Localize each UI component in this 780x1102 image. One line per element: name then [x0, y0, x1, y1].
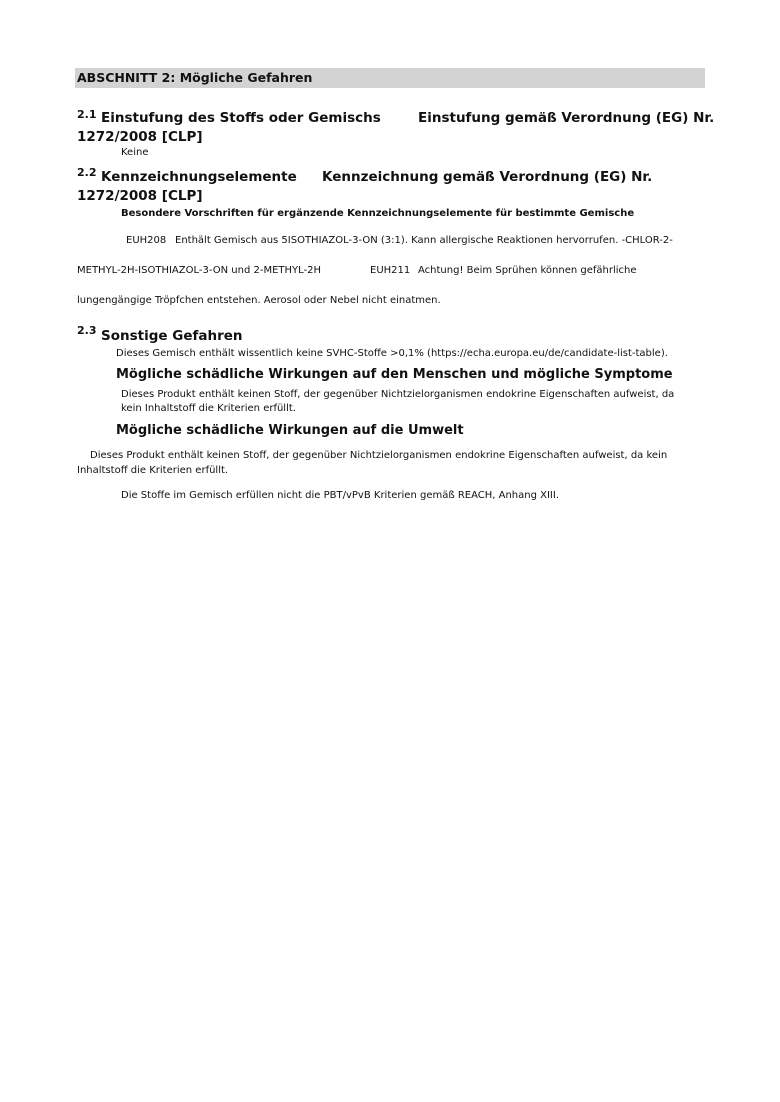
- classification-value: Keine: [121, 147, 149, 158]
- section-2-2-regulation-cont: 1272/2008 [CLP]: [77, 188, 203, 204]
- environment-effects-heading: Mögliche schädliche Wirkungen auf die Umwelt: [116, 423, 464, 438]
- euh208-code: EUH208: [126, 235, 167, 246]
- section-2-1-title: Einstufung des Stoffs oder Gemischs: [101, 110, 381, 126]
- environment-effects-text: Dieses Produkt enthält keinen Stoff, der gegenüber Nichtzielorganismen endokrine Eigenschaften aufweist, da kein Inhaltstoff die Kriterien erfüllt.: [77, 450, 668, 476]
- euh208-text: Enthält Gemisch aus 5ISOTHIAZOL-3-ON (3:1). Kann allergische Reaktionen hervorrufen. -CHLOR-2-: [175, 235, 673, 246]
- section-title: ABSCHNITT 2: Mögliche Gefahren: [77, 70, 313, 85]
- pbt-statement: Die Stoffe im Gemisch erfüllen nicht die PBT/vPvB Kriterien gemäß REACH, Anhang XIII.: [121, 490, 559, 501]
- section-2-2-regulation: Kennzeichnung gemäß Verordnung (EG) Nr.: [322, 169, 653, 185]
- section-2-3-number: 2.3: [77, 324, 97, 337]
- section-2-1-regulation-cont: 1272/2008 [CLP]: [77, 129, 203, 145]
- euh211-code: EUH211: [370, 265, 411, 276]
- euh211-text: Achtung! Beim Sprühen können gefährliche: [418, 265, 637, 276]
- human-effects-text: Dieses Produkt enthält keinen Stoff, der gegenüber Nichtzielorganismen endokrine Eigenschaften aufweist, da kein Inhaltstoff die Kriterien erfüllt.: [121, 389, 675, 414]
- svhc-statement: Dieses Gemisch enthält wissentlich keine SVHC-Stoffe >0,1% (https://echa.europa.eu/de/candidate-list-table).: [116, 348, 668, 359]
- section-header: [75, 68, 705, 88]
- special-provisions-heading: Besondere Vorschriften für ergänzende Kennzeichnungselemente für bestimmte Gemische: [121, 208, 635, 219]
- section-2-2-title: Kennzeichnungselemente: [101, 169, 297, 185]
- human-effects-heading: Mögliche schädliche Wirkungen auf den Menschen und mögliche Symptome: [116, 367, 673, 382]
- section-2-3-title: Sonstige Gefahren: [101, 328, 243, 344]
- euh208-text-cont: METHYL-2H-ISOTHIAZOL-3-ON und 2-METHYL-2H: [77, 265, 322, 276]
- section-2-2-number: 2.2: [77, 166, 97, 179]
- section-2-1-number: 2.1: [77, 108, 97, 121]
- euh211-text-cont: lungengängige Tröpfchen entstehen. Aerosol oder Nebel nicht einatmen.: [77, 295, 441, 306]
- section-2-1-regulation: Einstufung gemäß Verordnung (EG) Nr.: [418, 110, 715, 126]
